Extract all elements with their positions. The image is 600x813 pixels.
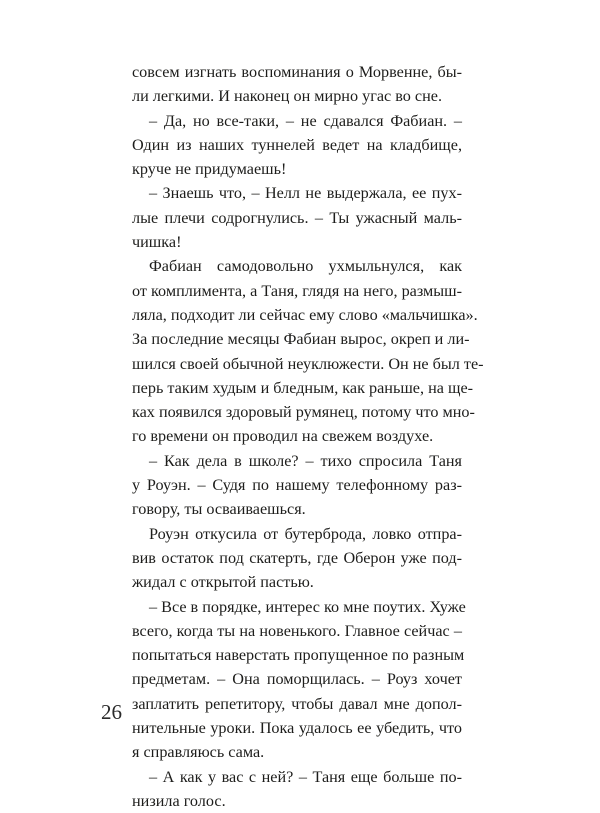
text-line: За последние месяцы Фабиан вырос, окреп и ли- bbox=[132, 330, 470, 349]
text-line: ках появился здоровый румянец, потому что мно- bbox=[132, 403, 475, 422]
text-line: предметам. – Она поморщилась. – Роуз хочет bbox=[132, 670, 462, 689]
text-line: попытаться наверстать пропущенное по разным bbox=[132, 646, 465, 665]
text-line: Один из наших туннелей ведет на кладбище, bbox=[132, 135, 462, 154]
text-line: вив остаток под скатерть, где Оберон уже под- bbox=[132, 548, 462, 567]
text-line: низила голос. bbox=[132, 791, 226, 810]
text-line: нительные уроки. Пока удалось ее убедить, что bbox=[132, 719, 462, 738]
text-line: всего, когда ты на новенького. Главное сейчас – bbox=[132, 621, 462, 640]
text-line: круче не придумаешь! bbox=[132, 160, 287, 179]
text-line: говору, ты осваиваешься. bbox=[132, 500, 306, 519]
text-line: шился своей обычной неуклюжести. Он не был те- bbox=[132, 354, 484, 373]
text-line: го времени он проводил на свежем воздухе. bbox=[132, 427, 434, 446]
text-line: ляла, подходит ли сейчас ему слово «мальчишка». bbox=[132, 305, 478, 324]
page-number: 26 bbox=[101, 700, 122, 724]
text-line: ли легкими. И наконец он мирно угас во сне. bbox=[132, 87, 443, 106]
text-line: Фабиан самодовольно ухмыльнулся, как bbox=[149, 257, 462, 276]
text-line: у Роуэн. – Судя по нашему телефонному раз- bbox=[132, 476, 462, 495]
body-text bbox=[132, 60, 484, 813]
text-line: – Знаешь что, – Нелл не выдержала, ее пух- bbox=[149, 184, 462, 203]
text-line: Роуэн откусила от бутерброда, ловко отпра- bbox=[149, 524, 462, 543]
text-line: – Как дела в школе? – тихо спросила Таня bbox=[149, 451, 462, 470]
text-line: – Да, но все-таки, – не сдавался Фабиан. – bbox=[149, 111, 462, 130]
text-line: – Все в порядке, интерес ко мне поутих. Хуже bbox=[149, 597, 466, 616]
text-line: я справляюсь сама. bbox=[132, 743, 265, 762]
text-line: от комплимента, а Таня, глядя на него, размыш- bbox=[132, 281, 462, 300]
text-line: лые плечи содрогнулись. – Ты ужасный маль- bbox=[132, 208, 462, 227]
text-line: перь таким худым и бледным, как раньше, на ще- bbox=[132, 378, 474, 397]
text-line: жидал с открытой пастью. bbox=[132, 573, 314, 592]
text-line: – А как у вас с ней? – Таня еще больше по- bbox=[149, 767, 462, 786]
text-line: заплатить репетитору, чтобы давал мне допол- bbox=[132, 694, 462, 713]
text-line: совсем изгнать воспоминания о Морвенне, бы- bbox=[132, 63, 462, 81]
text-line: чишка! bbox=[132, 233, 182, 252]
